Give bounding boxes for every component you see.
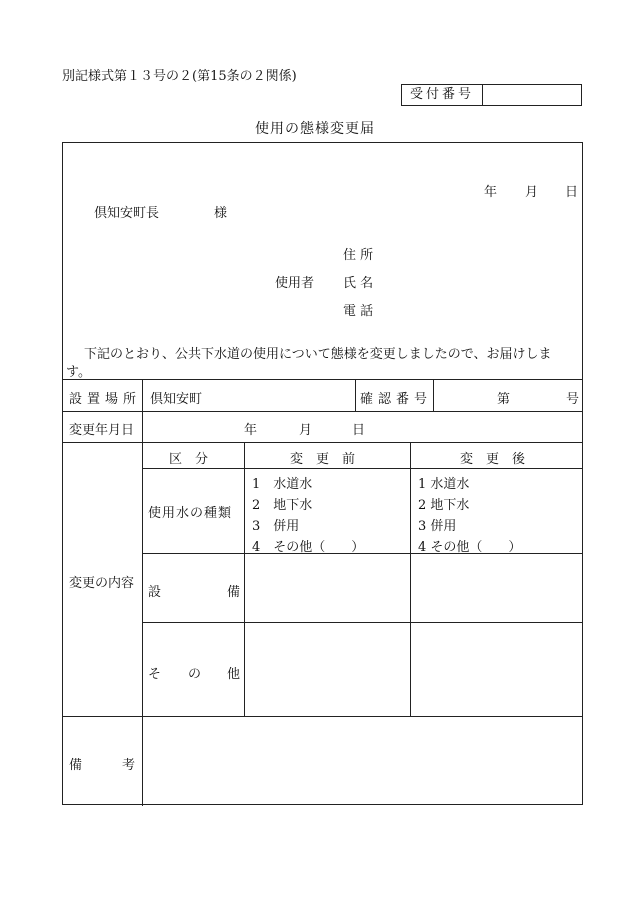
before-option-4: 4 その他（ ） [252,540,365,555]
date-month-label: 月 [525,185,539,200]
receipt-number-field[interactable] [483,85,581,105]
equipment-row-border [142,622,582,623]
change-date-month: 月 [299,423,313,438]
content-bottom-border [63,716,582,717]
addressee: 倶知安町長 [94,206,160,221]
confirm-number-label: 確認番号 [360,392,433,407]
phone-label: 電 話 [343,304,374,319]
column-header-before: 変 更 前 [290,452,356,467]
confirm-number-suffix: 号 [566,392,580,407]
location-label: 設置場所 [69,392,142,407]
table-top-border [63,379,582,380]
after-option-2: 2 地下水 [418,498,470,513]
document-title: 使用の態様変更届 [255,121,375,137]
change-date-day: 日 [352,423,366,438]
location-value[interactable]: 倶知安町 [150,392,203,407]
row1-border [63,411,582,412]
after-option-1: 1 水道水 [418,477,470,492]
equipment-label-part1: 設 [148,585,162,600]
honorific: 様 [214,206,228,221]
date-day-label: 日 [565,185,579,200]
header-row-border [142,468,582,469]
date-year-label: 年 [484,185,498,200]
column-header-category: 区 分 [169,452,209,467]
before-option-1: 1 水道水 [252,477,313,492]
name-label: 氏 名 [343,276,374,291]
category-column-border [244,442,245,716]
other-label-part3: 他 [227,667,241,682]
body-text-line1: 下記のとおり、公共下水道の使用について態様を変更しましたので、お届けしま [84,347,552,362]
confirm-right-border [433,379,434,411]
form-number-label: 別記様式第１３号の２(第15条の２関係) [62,69,297,84]
column-header-after: 変 更 後 [460,452,526,467]
receipt-number-box [401,84,582,106]
address-label: 住 所 [343,248,374,263]
after-option-4: 4 その他（ ） [418,540,522,555]
confirm-left-border [355,379,356,411]
before-after-border [410,442,411,716]
remarks-label-part1: 備 [69,758,83,773]
user-label: 使用者 [275,276,315,291]
change-date-year: 年 [244,423,258,438]
other-label-part1: そ [148,667,162,682]
label-column-border [142,379,143,806]
row2-border [63,442,582,443]
remarks-label-part2: 考 [122,758,136,773]
water-type-label: 使用水の種類 [148,506,233,521]
confirm-number-prefix: 第 [497,392,511,407]
after-option-3: 3 併用 [418,519,457,534]
receipt-number-label: 受付番号 [402,85,483,105]
before-option-2: 2 地下水 [252,498,313,513]
change-date-label: 変更年月日 [69,423,135,438]
equipment-label-part2: 備 [227,585,241,600]
body-text-line2: す。 [66,365,91,380]
change-content-label: 変更の内容 [69,576,135,591]
before-option-3: 3 併用 [252,519,300,534]
other-label-part2: の [188,667,202,682]
form-frame [62,142,583,805]
